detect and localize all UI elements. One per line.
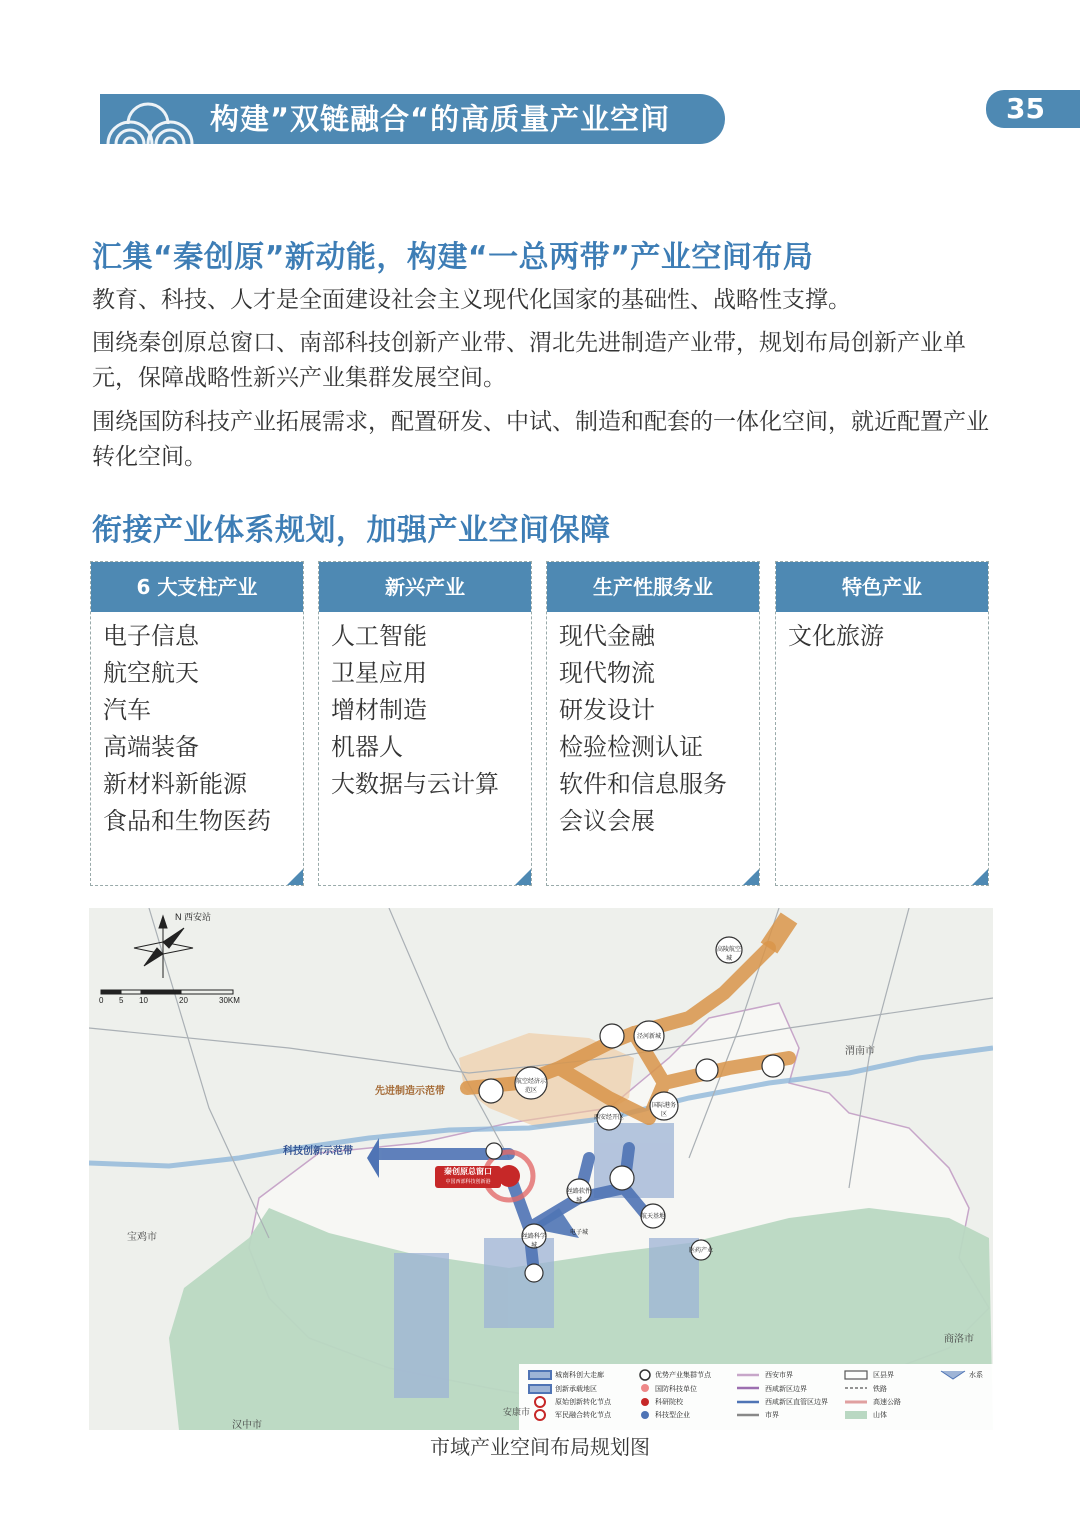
- node-label: 泾河新城: [636, 1034, 661, 1040]
- list-item: 高端装备: [103, 733, 199, 761]
- map-caption: 市域产业空间布局规划图: [430, 1435, 650, 1459]
- legend-label: 军民融合转化节点: [555, 1412, 611, 1419]
- legend-label: 西咸新区边界: [765, 1386, 807, 1393]
- list-item: 汽车: [103, 696, 151, 724]
- legend-label: 铁路: [873, 1386, 887, 1393]
- legend-label: 高速公路: [873, 1399, 901, 1406]
- qinchuangyuan-label: 秦创原总窗口: [444, 1167, 492, 1176]
- card-list: [776, 612, 988, 655]
- list-item: 现代物流: [559, 659, 655, 687]
- card-header: 生产性服务业: [547, 562, 759, 612]
- list-item: 机器人: [331, 733, 403, 761]
- list-item: 航空航天: [103, 659, 199, 687]
- list-item: 现代金融: [559, 622, 655, 650]
- legend-label: 市界: [765, 1412, 779, 1419]
- node-label: 丝路科学城: [521, 1234, 546, 1249]
- list-item: 软件和信息服务: [559, 770, 727, 798]
- list-item: 文化旅游: [788, 622, 884, 650]
- list-item: 研发设计: [559, 696, 655, 724]
- city-label: 商洛市: [944, 1334, 974, 1345]
- list-item: 电子信息: [103, 622, 199, 650]
- card-list: [319, 612, 531, 803]
- card-list: [547, 612, 759, 840]
- node-label: 医药产业: [688, 1248, 713, 1254]
- legend-label: 区县界: [873, 1372, 894, 1379]
- legend-label: 科研院校: [655, 1399, 683, 1406]
- section1-paragraph-3: 围绕国防科技产业拓展需求，配置研发、中试、制造和配套的一体化空间，就近配置产业转化空间。: [92, 409, 989, 470]
- node-label: 高陵航空城: [716, 947, 741, 962]
- city-label: 宝鸡市: [127, 1232, 157, 1243]
- legend-label: 创新承载地区: [555, 1386, 597, 1393]
- scale-tick: 30KM: [219, 996, 240, 1005]
- corner-triangle-icon: [515, 869, 531, 885]
- section1-title: 汇集“秦创原”新动能，构建“一总两带”产业空间布局: [92, 240, 814, 275]
- card-list: [91, 612, 303, 840]
- list-item: 食品和生物医药: [103, 807, 271, 835]
- legend-label: 科技型企业: [655, 1412, 690, 1419]
- list-item: 卫星应用: [331, 659, 427, 687]
- node-label: 航天基地: [640, 1214, 665, 1220]
- node-label: 西安经开区: [594, 1115, 625, 1121]
- node-label: 丝路软件城: [566, 1189, 591, 1204]
- scale-tick: 10: [139, 996, 148, 1005]
- page-number: 35: [986, 90, 1080, 128]
- industry-card-featured: [775, 561, 989, 886]
- legend-label: 优势产业集群节点: [655, 1372, 711, 1379]
- legend-label: 原始创新转化节点: [555, 1399, 611, 1406]
- industry-card-services: [546, 561, 760, 886]
- list-item: 新材料新能源: [103, 770, 247, 798]
- legend-label: 西安市界: [765, 1372, 793, 1379]
- legend-label: 国防科技单位: [655, 1386, 697, 1393]
- section1-paragraph-1: 教育、科技、人才是全面建设社会主义现代化国家的基础性、战略性支撑。: [92, 287, 851, 313]
- card-header: 6 大支柱产业: [91, 562, 303, 612]
- corner-triangle-icon: [972, 869, 988, 885]
- industry-card-emerging: [318, 561, 532, 886]
- map-graphic: [89, 908, 993, 1430]
- node-label: 航空经济示范区: [515, 1079, 546, 1094]
- scale-tick: 20: [179, 996, 188, 1005]
- qinchuangyuan-sub-label: 中国西部科技创新港: [445, 1179, 491, 1185]
- corner-triangle-icon: [287, 869, 303, 885]
- corner-triangle-icon: [743, 869, 759, 885]
- wave-decoration-icon: [100, 94, 210, 144]
- city-label: 安康市: [503, 1407, 531, 1417]
- header-title: 构建”双链融合“的高质量产业空间: [210, 102, 671, 136]
- list-item: 检验检测认证: [559, 733, 703, 761]
- legend-label: 山体: [873, 1412, 887, 1419]
- section1-paragraph-2: 围绕秦创原总窗口、南部科技创新产业带、渭北先进制造产业带，规划布局创新产业单元，保障战略性新兴产业集群发展空间。: [92, 330, 966, 391]
- card-header: 新兴产业: [319, 562, 531, 612]
- list-item: 人工智能: [331, 622, 427, 650]
- list-item: 大数据与云计算: [331, 770, 499, 798]
- tech-belt-label: 科技创新示范带: [283, 1146, 353, 1157]
- list-item: 增材制造: [331, 696, 427, 724]
- north-label: N 西安站: [175, 912, 212, 922]
- industry-card-pillar: [90, 561, 304, 886]
- legend-label: 水系: [969, 1372, 983, 1379]
- city-label: 汉中市: [232, 1420, 262, 1430]
- industry-layout-map: [89, 908, 993, 1430]
- city-label: 渭南市: [845, 1046, 875, 1057]
- node-label: 国际港务区: [651, 1103, 676, 1118]
- scale-tick: 5: [119, 996, 124, 1005]
- list-item: 会议会展: [559, 807, 655, 835]
- manufacturing-belt-label: 先进制造示范带: [375, 1086, 445, 1097]
- section2-title: 衔接产业体系规划，加强产业空间保障: [92, 513, 611, 548]
- card-header: 特色产业: [776, 562, 988, 612]
- scale-tick: 0: [99, 996, 104, 1005]
- node-label: 电子城: [569, 1230, 588, 1236]
- legend-label: 西咸新区直管区边界: [765, 1399, 828, 1406]
- legend-label: 城南科创大走廊: [555, 1372, 604, 1379]
